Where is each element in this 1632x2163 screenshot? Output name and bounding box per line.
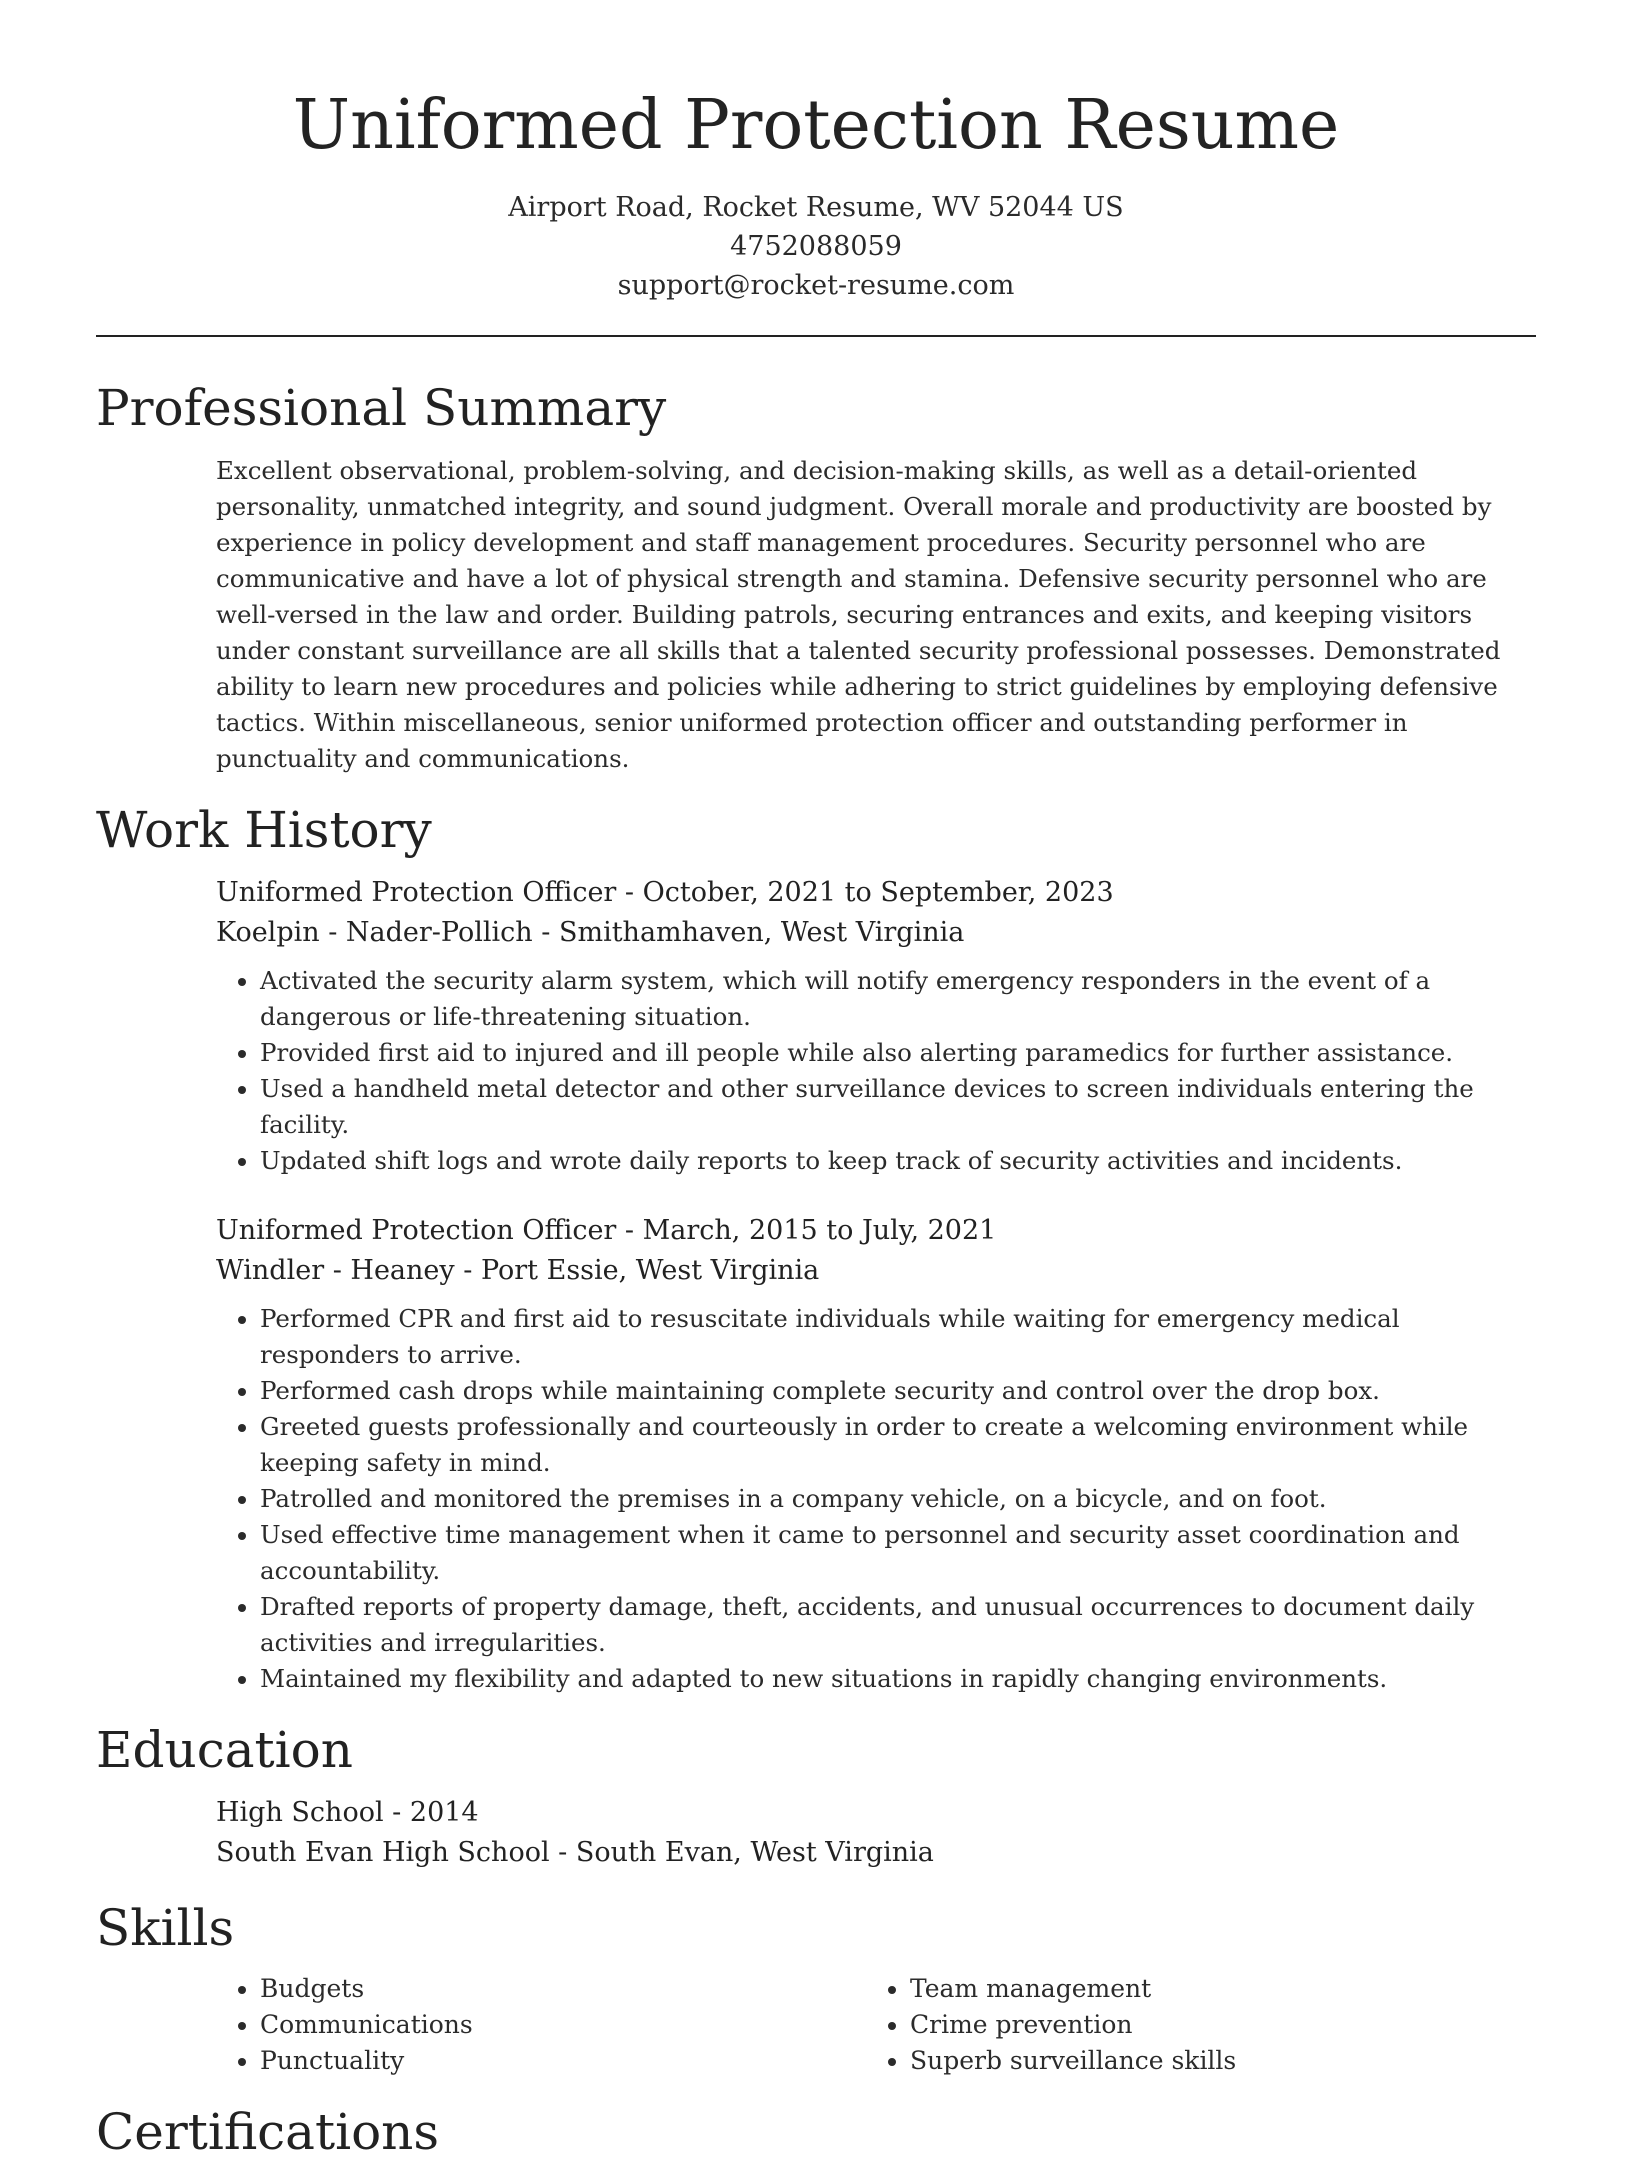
contact-phone: 4752088059 bbox=[730, 231, 902, 262]
skills-list bbox=[866, 1971, 1516, 2079]
education-school: South Evan High School bbox=[216, 1837, 550, 1868]
skill-item: • Budgets bbox=[260, 1971, 866, 2007]
work-history-heading: Work History bbox=[96, 801, 432, 859]
skills-heading: Skills bbox=[96, 1899, 235, 1957]
job-bullet: • Performed cash drops while maintaining complete security and control over the drop box. bbox=[260, 1373, 1536, 1409]
job-title-line: Uniformed Protection Officer - March, 2015 to July, 2021 bbox=[216, 1215, 997, 1246]
summary-text: Excellent observational, problem-solving, and decision-making skills, as well as a detail-oriented personality, unmatched integrity, and sound judgment. Overall morale and productivity are boosted by experience in policy development and staff management procedures. Security personnel who are communicative and have a lot of physical strength and stamina. Defensive security personnel who are well-versed in the law and order. Building patrols, securing entrances and exits, and keeping visitors under constant surveillance are all skills that a talented security professional possesses. Demonstrated ability to learn new procedures and policies while adhering to strict guidelines by employing defensive tactics. Within miscellaneous, senior uniformed protection officer and outstanding performer in punctuality and communications. bbox=[216, 456, 1501, 773]
job-bullet: • Drafted reports of property damage, theft, accidents, and unusual occurrences to document daily activities and irregularities. bbox=[260, 1589, 1536, 1661]
certifications-heading: Certifications bbox=[96, 2103, 440, 2161]
job-title: Uniformed Protection Officer bbox=[216, 877, 617, 908]
job-bullet: • Used effective time management when it came to personnel and security asset coordination and accountability. bbox=[260, 1517, 1536, 1589]
job-bullets bbox=[216, 1301, 1536, 1697]
skill-item: • Crime prevention bbox=[910, 2007, 1516, 2043]
skill-item: • Punctuality bbox=[260, 2043, 866, 2079]
job-entry bbox=[216, 873, 1536, 1179]
job-bullet: • Patrolled and monitored the premises in a company vehicle, on a bicycle, and on foot. bbox=[260, 1481, 1536, 1517]
skills-section bbox=[96, 1897, 1536, 2079]
education-degree-line: High School - 2014 bbox=[216, 1797, 479, 1828]
contact-address: Airport Road, Rocket Resume, WV 52044 US bbox=[508, 192, 1124, 223]
work-history-section bbox=[96, 799, 1536, 1697]
job-title: Uniformed Protection Officer bbox=[216, 1215, 617, 1246]
job-bullets bbox=[216, 963, 1536, 1179]
job-bullet: • Activated the security alarm system, which will notify emergency responders in the event of a dangerous or life-threatening situation. bbox=[260, 963, 1536, 1035]
education-school-line: South Evan High School - South Evan, West Virginia bbox=[216, 1837, 934, 1868]
education-location: South Evan, West Virginia bbox=[575, 1837, 934, 1868]
job-bullet: • Updated shift logs and wrote daily reports to keep track of security activities and incidents. bbox=[260, 1143, 1536, 1179]
education-heading: Education bbox=[96, 1721, 353, 1779]
job-bullet: • Performed CPR and first aid to resuscitate individuals while waiting for emergency medical responders to arrive. bbox=[260, 1301, 1536, 1373]
job-title-line: Uniformed Protection Officer - October, 2021 to September, 2023 bbox=[216, 877, 1114, 908]
education-section bbox=[96, 1719, 1536, 1873]
job-bullet: • Provided first aid to injured and ill people while also alerting paramedics for further assistance. bbox=[260, 1035, 1536, 1071]
job-dates: March, 2015 to July, 2021 bbox=[642, 1215, 997, 1246]
education-year: 2014 bbox=[409, 1797, 479, 1828]
skills-column-right bbox=[866, 1971, 1516, 2079]
skill-item: • Team management bbox=[910, 1971, 1516, 2007]
job-bullet: • Greeted guests professionally and courteously in order to create a welcoming environment while keeping safety in mind. bbox=[260, 1409, 1536, 1481]
job-dates: October, 2021 to September, 2023 bbox=[642, 877, 1114, 908]
job-company-line: Koelpin - Nader-Pollich - Smithamhaven, West Virginia bbox=[216, 917, 965, 948]
skills-grid bbox=[216, 1971, 1536, 2079]
job-location: Port Essie, West Virginia bbox=[480, 1255, 820, 1286]
job-bullet: • Used a handheld metal detector and other surveillance devices to screen individuals entering the facility. bbox=[260, 1071, 1536, 1143]
contact-email: support@rocket-resume.com bbox=[617, 270, 1015, 301]
summary-section bbox=[96, 377, 1536, 777]
resume-title: Uniformed Protection Resume bbox=[292, 86, 1340, 165]
job-company-line: Windler - Heaney - Port Essie, West Virginia bbox=[216, 1255, 820, 1286]
skills-column-left bbox=[216, 1971, 866, 2079]
job-company: Koelpin - Nader-Pollich bbox=[216, 917, 533, 948]
skills-list bbox=[216, 1971, 866, 2079]
job-bullet: • Maintained my flexibility and adapted to new situations in rapidly changing environments. bbox=[260, 1661, 1536, 1697]
job-location: Smithamhaven, West Virginia bbox=[558, 917, 965, 948]
resume-page bbox=[96, 0, 1536, 2163]
job-entry bbox=[216, 1211, 1536, 1697]
skill-item: • Superb surveillance skills bbox=[910, 2043, 1516, 2079]
job-company: Windler - Heaney bbox=[216, 1255, 455, 1286]
summary-heading: Professional Summary bbox=[96, 379, 667, 437]
skill-item: • Communications bbox=[260, 2007, 866, 2043]
header-divider bbox=[96, 335, 1536, 337]
contact-block bbox=[96, 188, 1536, 305]
education-degree: High School bbox=[216, 1797, 384, 1828]
certifications-section bbox=[96, 2101, 1536, 2163]
